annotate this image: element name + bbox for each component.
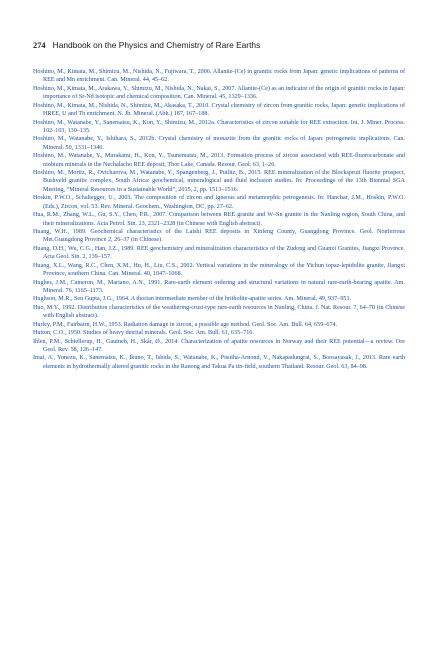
reference-link[interactable]: Hoshino, M., Kimata, M., Nishida, N., Shimizu, M., Akasaka, T., 2010. Crystal chemistry of zircon from granitic rocks, Japan: genetic implications of HREE, U and Th enrichment. N. Jb. Mineral. (Abh.) 187, 167–188. <box>33 102 405 118</box>
reference-link[interactable]: Hoshino, M., Watanabe, Y., Ishihara, S., 2012b. Crystal chemistry of monazite from the granitic rocks of Japan: petrogenetic implications. Can. Mineral. 50, 1331–1346. <box>33 136 405 151</box>
reference-entry <box>33 211 405 228</box>
reference-link[interactable]: Hoskin, P.W.O., Schaltegger, U., 2003. The composition of zircon and igneous and metamorphic petrogenesis. In: Hanchar, J.M., Hoskin, P.W.O. (Eds.), Zircon, vol. 53. Rev. Mineral. Geochem., Washington, DC, pp. 27–62. <box>33 195 405 210</box>
reference-entry <box>33 329 405 337</box>
reference-entry <box>33 119 405 136</box>
reference-entry <box>33 279 405 296</box>
page-number: 274 <box>33 41 46 50</box>
reference-entry <box>33 85 405 102</box>
reference-entry <box>33 338 405 355</box>
reference-link[interactable]: Imai, A., Yonezu, K., Sanematsu, K., Ikuno, T., Ishida, S., Watanabe, K., Pisutha-Arnond, V., Nakapadungrat, S., Boosayasak, J., 2013. Rare earth elements in hydrothermally altered granitic rocks in the Ranong and Takua Pa tin-field, southern Thailand. Resour. Geol. 63, 84–98. <box>33 355 405 370</box>
reference-entry <box>33 68 405 85</box>
running-title: Handbook on the Physics and Chemistry of Rare Earths <box>52 40 261 50</box>
reference-link[interactable]: Huo, M.Y., 1992. Distribution characteristics of the weathering-crust-type rare-earth resources in Nanling, China. J. Nat. Resour. 7, 64–70 (in Chinese with English abstract). <box>33 304 405 320</box>
reference-entry <box>33 295 405 303</box>
reference-entry <box>33 228 405 245</box>
reference-link[interactable]: Huang, D.H., Wu, C.G., Han, J.Z., 1989. REE geochemistry and mineralization characteristics of the Zudong and Guanxi Granites, Jiangxi Province. Acta Geol. Sin. 2, 139–157. <box>33 245 405 261</box>
reference-link[interactable]: Huang, X.L., Wang, R.C., Chen, X.M., Hu, H., Liu, C.S., 2002. Vertical variations in the mineralogy of the Yichun topaz-lepidolite granite, Jiangxi Province, southern China. Can. Mineral. 40, 1047–1068. <box>33 262 405 278</box>
reference-entry <box>33 194 405 211</box>
reference-link[interactable]: Hoshino, M., Kimata, M., Shimizu, M., Nishida, N., Fujiwara, T., 2006. Allanite-(Ce) in granitic rocks from Japan: genetic implications of patterns of REE and Mn enrichment. Can. Mineral. 44, 45–62. <box>33 69 405 84</box>
reference-link[interactable]: Hua, R.M., Zhang, W.L., Gu, S.Y., Chen, P.R., 2007. Comparison between REE granite and W–Sn granite in the Nanling region, South China, and their mineralizations. Acta Petrol. Sin. 23, 2321–2328 (in Chinese with English abstract). <box>33 212 405 227</box>
reference-entry <box>33 245 405 262</box>
reference-link[interactable]: Hoshino, M., Watanabe, Y., Sanematsu, K., Kon, Y., Shimizu, M., 2012a. Characteristics of zircon suitable for REE extraction. Int. J. Miner. Process. 102–103, 130–135. <box>33 119 405 134</box>
reference-link[interactable]: Hughson, M.R., Sen Gupta, J.G., 1964. A thorian intermediate member of the britholite-apatite series. Am. Mineral. 49, 937–951. <box>33 296 352 303</box>
page-header <box>33 40 402 51</box>
reference-link[interactable]: Hughes, J.M., Cameron, M., Mariano, A.N., 1991. Rare-earth element ordering and structural variations in natural rare-earth-bearing apatite. Am. Mineral. 76, 1165–1173. <box>33 279 405 294</box>
reference-link[interactable]: Huang, W.H., 1989. Geochemical characteristics of the Laishi REE deposits in Xinfeng County, Guangdong Province. Geol. Nonferrous Met.Guangdong Province 2, 26–37 (in Chinese). <box>33 229 405 244</box>
reference-link[interactable]: Hoshino, M., Watanabe, Y., Murakami, H., Kon, Y., Tsunematsu, M., 2013. Formation process of zircon associated with REE-fluorocarbonate and niobium minerals in the Nechalacho REE deposit, Thor Lake, Canada. Resour. Geol. 63, 1–26. <box>33 153 405 168</box>
reference-entry <box>33 169 405 194</box>
reference-entry <box>33 304 405 321</box>
reference-entry <box>33 102 405 119</box>
reference-link[interactable]: Hoshino, M., Kimata, M., Arakawa, Y., Shimizu, M., Nishida, N., Nakai, S., 2007. Allanite-(Ce) as an indicator of the origin of granitic rocks in Japan: importance of Sr-Nd isotopic and chemical composition. Can. Mineral. 45, 1329–1336. <box>33 85 405 101</box>
reference-entry <box>33 152 405 169</box>
reference-entry <box>33 135 405 152</box>
reference-link[interactable]: Ihlen, P.M., Schiellerup, H., Gautneb, H., Skår, Ø., 2014. Characterization of apatite resources in Norway and their REE potential—a review. Ore Geol. Rev. 58, 126–147. <box>33 338 405 353</box>
reference-entry <box>33 262 405 279</box>
reference-list <box>33 68 405 371</box>
reference-link[interactable]: Hoshino, M., Moritz, R., Ovtcharova, M., Watanabe, Y., Spangenberg, J., Putlitz, B., 2015. REE mineralization of the Blockspruit fluorite prospect, Bushveld granitic complex, South Africa: geochemical, mineralogical and fluid inclusion studies. In: Proceedings of the 13th Biennial SGA Meeting, “Mineral Resources in a Sustainable World”, 2015, 2, pp. 1513–1516. <box>33 170 405 193</box>
reference-link[interactable]: Hurley, P.M., Fairbairn, H.W., 1953. Radiation damage in zircon, a possible age method. Geol. Soc. Am. Bull. 64, 659–674. <box>33 321 338 328</box>
reference-entry <box>33 321 405 329</box>
reference-link[interactable]: Hutton, C.O., 1950. Studies of heavy detrital minerals. Geol. Soc. Am. Bull. 61, 635–716. <box>33 330 254 337</box>
reference-entry <box>33 354 405 371</box>
